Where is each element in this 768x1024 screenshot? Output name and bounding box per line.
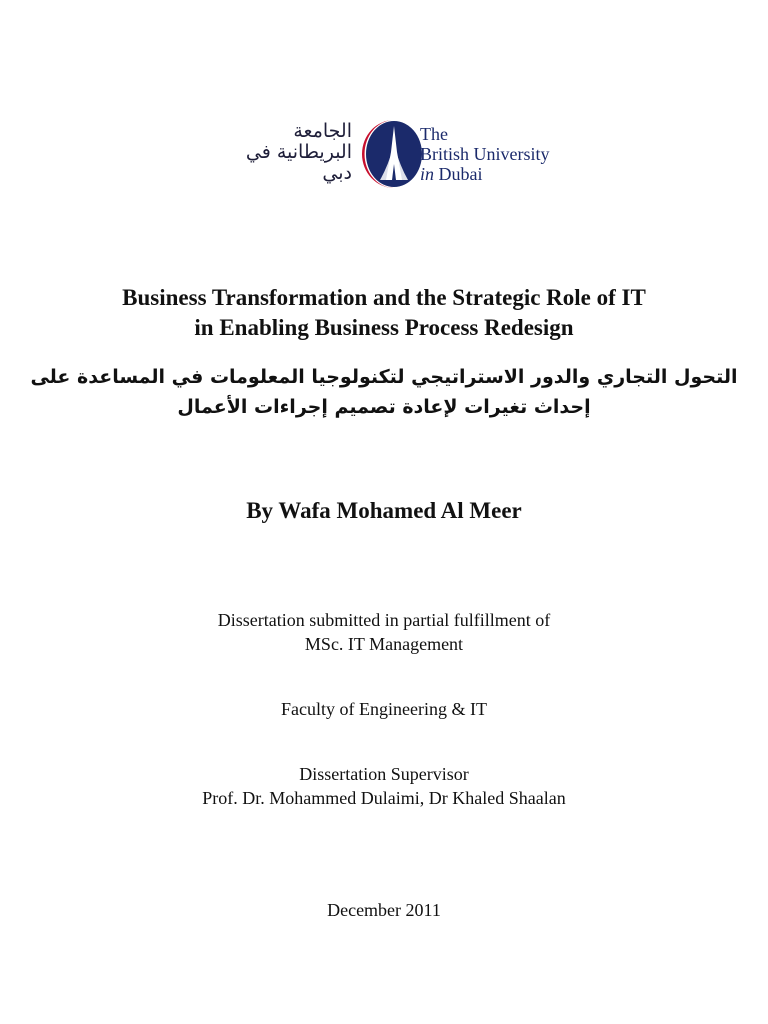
title-line-1: Business Transformation and the Strategic Role of IT	[122, 285, 646, 310]
faculty-name: Faculty of Engineering & IT	[281, 699, 487, 719]
title-line-2: in Enabling Business Process Redesign	[194, 315, 574, 340]
submission-date: December 2011	[327, 900, 441, 920]
degree-name: MSc. IT Management	[304, 634, 464, 654]
arabic-title-line-1: التحول التجاري والدور الاستراتيجي لتكنولوجيا المعلومات في المساعدة على	[30, 366, 738, 388]
logo-arabic-line-2: البريطانية في	[245, 141, 352, 163]
supervisor-names: Prof. Dr. Mohammed Dulaimi, Dr Khaled Shaalan	[202, 788, 566, 808]
arabic-title-line-2: إحداث تغيرات لإعادة تصميم إجراءات الأعمال	[177, 396, 591, 418]
university-emblem-icon	[354, 118, 424, 190]
logo-english-line-2: British University	[420, 144, 550, 164]
university-logo	[214, 118, 554, 194]
dissertation-line-1: Dissertation submitted in partial fulfillment of	[217, 610, 551, 630]
author-line: By Wafa Mohamed Al Meer	[246, 498, 522, 523]
logo-arabic-line-1: الجامعة	[293, 120, 352, 142]
logo-english-in: in	[420, 164, 435, 184]
logo-english-wordmark	[420, 124, 550, 184]
logo-arabic-wordmark	[214, 120, 352, 188]
logo-arabic-line-3: دبي	[322, 162, 352, 184]
supervisor-label: Dissertation Supervisor	[299, 764, 469, 784]
supervisor-block	[0, 762, 768, 810]
dissertation-title	[0, 283, 768, 343]
arabic-dissertation-title	[0, 362, 768, 422]
logo-english-dubai: Dubai	[434, 164, 483, 184]
logo-english-line-1: The	[420, 124, 448, 144]
dissertation-statement	[0, 608, 768, 656]
logo-english-line-3	[420, 164, 550, 184]
